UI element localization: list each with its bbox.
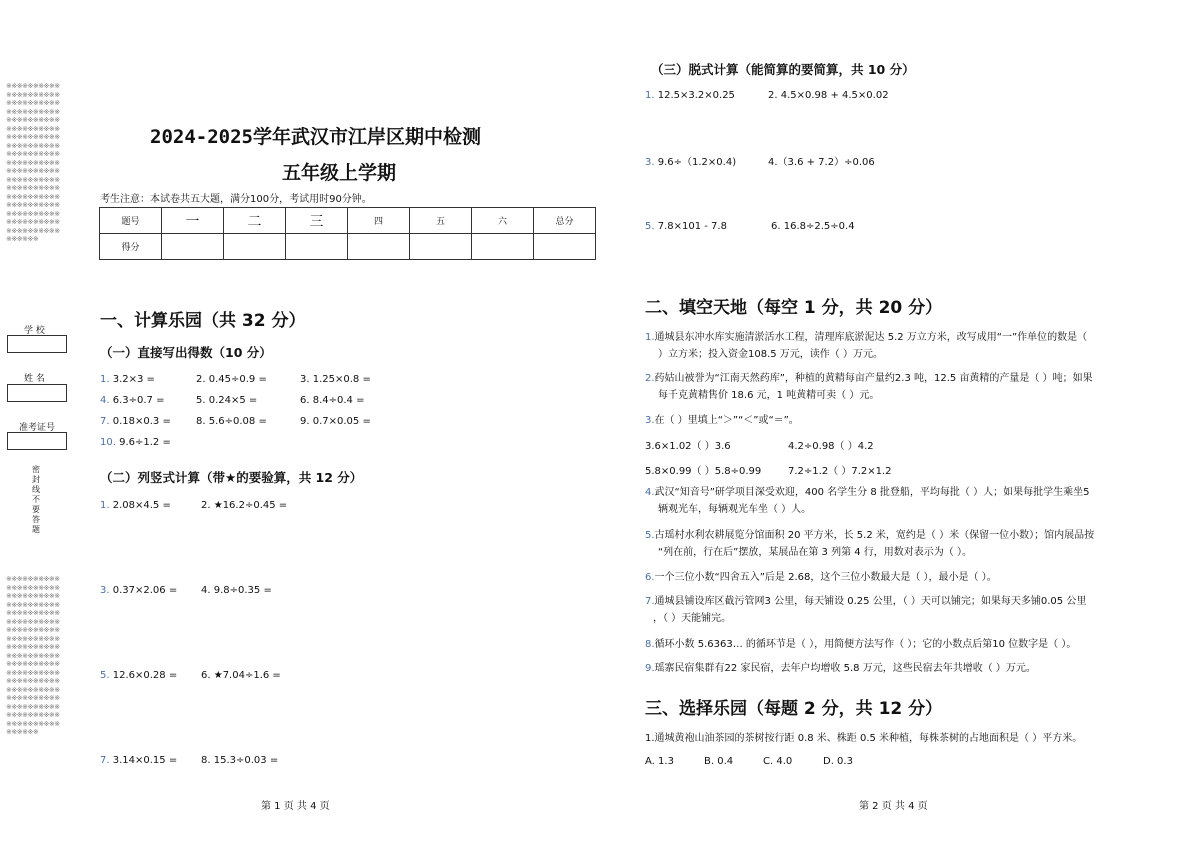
question-line: 在（ ）里填上“＞”“＜”或“＝”。 (654, 415, 799, 426)
item-number: 4. (201, 585, 211, 596)
item-text: 0.18×0.3 = (109, 416, 171, 427)
item-number: 7. (100, 416, 110, 427)
exam-title: 2024-2025学年武汉市江岸区期中检测 (150, 126, 481, 148)
item-text: 12.6×0.28 = (109, 670, 178, 681)
choice-option-a[interactable]: A. 1.3 (645, 756, 674, 767)
item-text: 0.37×2.06 = (109, 585, 178, 596)
vertical-calc-item (201, 500, 287, 511)
item-number: 7. (100, 755, 110, 766)
question-line: 通城县东冲水库实施清淤活水工程，清理库底淤泥达 5.2 万立方米，改写成用“一”作单位的数是（ (654, 332, 1088, 343)
item-number: 3. (645, 157, 655, 168)
score-cell: 六 (472, 208, 534, 234)
item-number: 1. (100, 374, 110, 385)
score-row-label: 得分 (100, 234, 162, 260)
item-number: 2. (196, 374, 206, 385)
choice-option-b[interactable]: B. 0.4 (704, 756, 734, 767)
item-text: ★16.2÷0.45 = (210, 500, 288, 511)
score-table-score-row (100, 234, 596, 260)
stepwise-calc-item (645, 90, 735, 101)
question-line: ，（ ）天能铺完。 (653, 613, 732, 624)
binding-pattern-bottom: ※※※※※※※※※※※※※※※※※※※※※※※※※※※※※※※※※※※※※※※※※※※※※※※※※※※※※※※※※※※※※※※※※※※※※※※※※※※※※※※※※※※※※※※※※※※※※※※※※※※※※※※※※※※※※※※※※※※※※※※※※※※※※※※※※※※※※※※※※※※※※※※※※※※※※※※※※※※※※※※※※※※※※※※※※※※※※※※※※※※※※※※※※※ (6, 575, 60, 736)
question-line: 每千克黄精售价 18.6 元，1 吨黄精可卖（ ）元。 (658, 390, 880, 401)
item-text: 5.6÷0.08 = (205, 416, 267, 427)
item-number: 6. (771, 221, 781, 232)
item-number: 2. (645, 373, 655, 384)
calc-item (196, 395, 257, 406)
item-number: 9. (300, 416, 310, 427)
item-text: 3.14×0.15 = (109, 755, 178, 766)
question-line: 一个三位小数“四舍五入”后是 2.68，这个三位小数最大是（ ），最小是（ ）。 (654, 572, 997, 583)
question-line: “列在前，行在后”摆放，某展品在第 3 列第 4 行，用数对表示为（ ）。 (658, 547, 972, 558)
item-text: 8.4÷0.4 = (309, 395, 365, 406)
item-text: 0.24×5 = (205, 395, 258, 406)
item-text: 0.45÷0.9 = (205, 374, 267, 385)
item-number: 5. (100, 670, 110, 681)
compare-item: 7.2÷1.2（ ）7.2×1.2 (788, 466, 892, 477)
calc-item (300, 395, 364, 406)
score-entry[interactable] (224, 234, 286, 260)
item-number: 2. (201, 500, 211, 511)
fill-question-1 (645, 329, 1087, 363)
question-line: 古瑶村水利农耕展览分馆面积 20 平方米，长 5.2 米，宽约是（ ）米（保留一位小数）；馆内展品按 (654, 530, 1095, 541)
fill-question-4 (645, 484, 1089, 518)
item-number: 4. (100, 395, 110, 406)
page-number-left: 第 1 页 共 4 页 (261, 801, 330, 812)
item-number: 5. (645, 530, 655, 541)
question-line: 药姑山被誉为“江南天然药库”，种植的黄精每亩产量约2.3 吨，12.5 亩黄精的产量是（ ）吨；如果 (654, 373, 1093, 384)
item-number: 5. (196, 395, 206, 406)
choice-option-c[interactable]: C. 4.0 (763, 756, 793, 767)
fill-question-5 (645, 527, 1094, 561)
calc-item (100, 437, 171, 448)
item-text: 12.5×3.2×0.25 (654, 90, 735, 101)
name-label: 姓 名 (24, 374, 45, 384)
item-number: 6. (645, 572, 655, 583)
score-table-header-row (100, 208, 596, 234)
compare-item: 4.2÷0.98（ ）4.2 (788, 441, 874, 452)
compare-item: 3.6×1.02（ ）3.6 (645, 441, 731, 452)
score-cell: 一 (162, 208, 224, 234)
part3-title: （三）脱式计算（能简算的要简算，共 10 分） (651, 62, 915, 77)
item-text: ★7.04÷1.6 = (210, 670, 281, 681)
item-number: 6. (300, 395, 310, 406)
item-number: 6. (201, 670, 211, 681)
part2-title: （二）列竖式计算（带★的要验算，共 12 分） (100, 470, 363, 485)
vertical-calc-item (100, 585, 177, 596)
score-cell: 五 (410, 208, 472, 234)
school-field[interactable] (7, 335, 67, 353)
stepwise-calc-item (768, 90, 889, 101)
item-number: 4. (768, 157, 778, 168)
calc-item (196, 374, 267, 385)
item-text: 7.8×101 - 7.8 (654, 221, 727, 232)
section3-title: 三、选择乐园（每题 2 分，共 12 分） (645, 699, 943, 719)
vertical-calc-item (100, 500, 171, 511)
fill-question-3 (645, 412, 799, 429)
item-text: 15.3÷0.03 = (210, 755, 279, 766)
calc-item (300, 416, 371, 427)
item-number: 9. (645, 663, 655, 674)
question-line: 武汉“知音号”研学项目深受欢迎，400 名学生分 8 批登船，平均每批（ ）人；如果每批学生乘坐5 (654, 487, 1090, 498)
stepwise-calc-item (771, 221, 855, 232)
item-number: 1. (645, 90, 655, 101)
seal-line-note: 密封线不要答题 (32, 465, 40, 534)
binding-pattern-top: ※※※※※※※※※※※※※※※※※※※※※※※※※※※※※※※※※※※※※※※※※※※※※※※※※※※※※※※※※※※※※※※※※※※※※※※※※※※※※※※※※※※※※※※※※※※※※※※※※※※※※※※※※※※※※※※※※※※※※※※※※※※※※※※※※※※※※※※※※※※※※※※※※※※※※※※※※※※※※※※※※※※※※※※※※※※※※※※※※※※※※※※※※※ (6, 82, 60, 243)
section1-title: 一、计算乐园（共 32 分） (100, 311, 306, 331)
item-text: 16.8÷2.5÷0.4 (780, 221, 855, 232)
calc-item (100, 374, 155, 385)
stepwise-calc-item (645, 153, 736, 168)
fill-question-7 (645, 593, 1086, 627)
name-field[interactable] (7, 384, 67, 402)
fill-question-2 (645, 370, 1093, 404)
item-text: 9.8÷0.35 = (210, 585, 272, 596)
item-number: 8. (645, 639, 655, 650)
score-entry[interactable] (534, 234, 596, 260)
item-number: 1. (100, 500, 110, 511)
part1-title: （一）直接写出得数（10 分） (100, 345, 272, 360)
item-text: 3.2×3 = (109, 374, 155, 385)
item-text: 4.5×0.98 + 4.5×0.02 (777, 90, 889, 101)
score-cell: 四 (348, 208, 410, 234)
item-text: 0.7×0.05 = (309, 416, 371, 427)
item-text: 9.6÷（1.2×0.4) (654, 157, 737, 168)
item-number: 3. (645, 415, 655, 426)
calc-item (300, 374, 371, 385)
vertical-calc-item (201, 585, 272, 596)
item-text: （3.6 + 7.2）÷0.06 (777, 157, 875, 168)
item-number: 8. (196, 416, 206, 427)
school-label: 学 校 (24, 326, 45, 336)
stepwise-calc-item (645, 221, 727, 232)
question-line: 辆观光车，每辆观光车坐（ ）人。 (658, 504, 812, 515)
score-cell: 题号 (100, 208, 162, 234)
choice-option-d[interactable]: D. 0.3 (823, 756, 853, 767)
vertical-calc-item (100, 755, 177, 766)
question-line: 通城县铺设库区截污管网3 公里，每天铺设 0.25 公里，（ ）天可以铺完；如果每天多铺0.05 公里 (654, 596, 1087, 607)
calc-item (100, 395, 164, 406)
item-number: 1. (645, 332, 655, 343)
item-number: 2. (768, 90, 778, 101)
vertical-calc-item (201, 755, 278, 766)
vertical-calc-item (100, 670, 177, 681)
item-number: 7. (645, 596, 655, 607)
item-text: 1.25×0.8 = (309, 374, 371, 385)
score-entry[interactable] (410, 234, 472, 260)
score-entry[interactable] (162, 234, 224, 260)
vertical-calc-item (201, 670, 281, 681)
score-cell: 总分 (534, 208, 596, 234)
score-entry[interactable] (472, 234, 534, 260)
item-number: 10. (100, 437, 116, 448)
exam-number-label: 准考证号 (19, 423, 56, 433)
score-table (99, 207, 596, 260)
stepwise-calc-item (768, 153, 875, 168)
score-entry[interactable] (286, 234, 348, 260)
item-number: 4. (645, 487, 655, 498)
fill-question-6 (645, 569, 997, 586)
question-line: 瑶寨民宿集群有22 家民宿，去年户均增收 5.8 万元，这些民宿去年共增收（ ）万元。 (654, 663, 1036, 674)
question-line: ）立方米；投入资金108.5 万元，读作（ ）万元。 (658, 349, 883, 360)
item-number: 3. (300, 374, 310, 385)
question-line: 循环小数 5.6363… 的循环节是（ ），用简便方法写作（ ）；它的小数点后第10 位数字是（ ）。 (654, 639, 1077, 650)
calc-item (100, 416, 171, 427)
score-cell: 三 (286, 208, 348, 234)
exam-note: 考生注意：本试卷共五大题，满分100分，考试用时90分钟。 (100, 194, 372, 205)
page-number-right: 第 2 页 共 4 页 (859, 801, 928, 812)
exam-number-field[interactable] (7, 432, 67, 450)
fill-question-8 (645, 636, 1076, 653)
item-text: 2.08×4.5 = (109, 500, 171, 511)
fill-question-9 (645, 660, 1036, 677)
item-number: 3. (100, 585, 110, 596)
calc-item (196, 416, 267, 427)
item-number: 8. (201, 755, 211, 766)
exam-subtitle: 五年级上学期 (282, 162, 397, 184)
item-text: 9.6÷1.2 = (115, 437, 171, 448)
item-text: 6.3÷0.7 = (109, 395, 165, 406)
section2-title: 二、填空天地（每空 1 分，共 20 分） (645, 298, 943, 318)
choice-question-1: 1.通城黄袍山油茶园的茶树按行距 0.8 米、株距 0.5 米种植，每株茶树的占地面积是（ ）平方米。 (645, 733, 1083, 744)
compare-item: 5.8×0.99（ ）5.8÷0.99 (645, 466, 762, 477)
score-entry[interactable] (348, 234, 410, 260)
score-cell: 二 (224, 208, 286, 234)
item-number: 5. (645, 221, 655, 232)
